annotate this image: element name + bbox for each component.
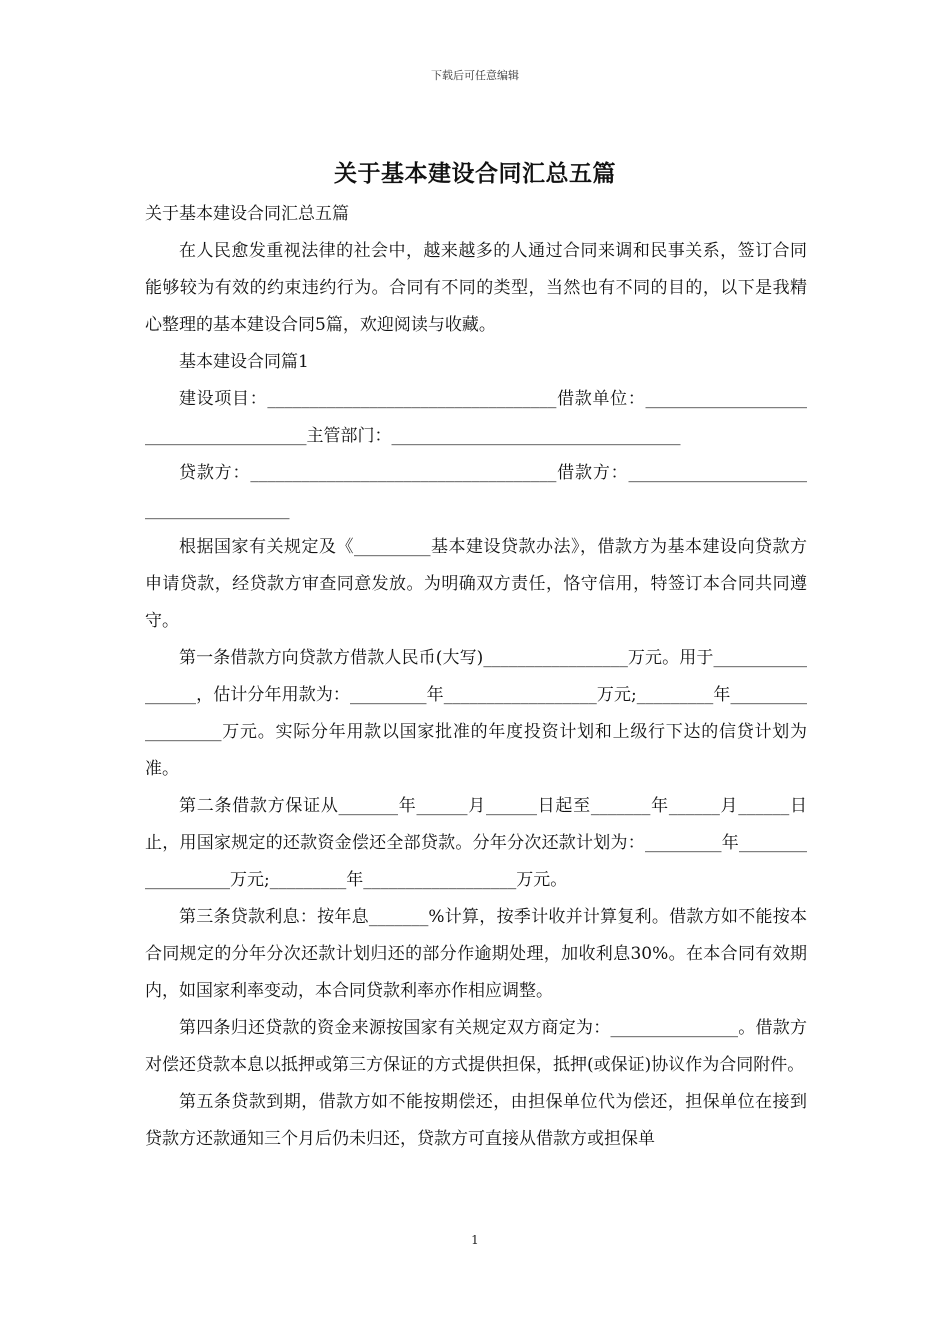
page-number: 1 (471, 1233, 479, 1247)
basis-paragraph: 根据国家有关规定及《_________基本建设贷款办法》，借款方为基本建设向贷款方申请贷款，经贷款方审查同意发放。为明确双方责任，恪守信用，特签订本合同共同遵守。 (145, 537, 807, 631)
article-4-paragraph: 第四条归还贷款的资金来源按国家有关规定双方商定为：_______________。借款方对偿还贷款本息以抵押或第三方保证的方式提供担保，抵押(或保证)协议作为合同附件。 (145, 1018, 807, 1075)
parties-fields-paragraph: 贷款方：____________________________________借款方：______________________________________ (145, 463, 807, 520)
subtitle-paragraph: 关于基本建设合同汇总五篇 (145, 204, 349, 224)
document-title: 关于基本建设合同汇总五篇 (334, 161, 616, 187)
project-fields-paragraph: 建设项目：__________________________________借款单位：______________________________________主管部门：__________________________________ (145, 389, 807, 446)
header-note: 下载后可任意编辑 (431, 69, 519, 82)
intro-paragraph: 在人民愈发重视法律的社会中，越来越多的人通过合同来调和民事关系，签订合同能够较为有效的约束违约行为。合同有不同的类型，当然也有不同的目的，以下是我精心整理的基本建设合同5篇，欢迎阅读与收藏。 (145, 241, 807, 335)
section-heading: 基本建设合同篇1 (179, 352, 309, 372)
article-2-paragraph: 第二条借款方保证从_______年______月______日起至_______年______月______日止，用国家规定的还款资金偿还全部贷款。分年分次还款计划为：_________年__________________万元;_________年__________________万元。 (145, 796, 807, 890)
document-body (145, 196, 807, 1158)
article-5-paragraph: 第五条贷款到期，借款方如不能按期偿还，由担保单位代为偿还，担保单位在接到贷款方还款通知三个月后仍未归还，贷款方可直接从借款方或担保单 (145, 1092, 807, 1149)
article-3-paragraph: 第三条贷款利息：按年息_______%计算，按季计收并计算复利。借款方如不能按本合同规定的分年分次还款计划归还的部分作逾期处理，加收利息30%。在本合同有效期内，如国家利率变动，本合同贷款利率亦作相应调整。 (145, 907, 807, 1001)
article-1-paragraph: 第一条借款方向贷款方借款人民币(大写)_________________万元。用于_________________，估计分年用款为：_________年__________________万元;_________年__________________万元。实际分年用款以国家批准的年度投资计划和上级行下达的信贷计划为准。 (145, 648, 807, 779)
